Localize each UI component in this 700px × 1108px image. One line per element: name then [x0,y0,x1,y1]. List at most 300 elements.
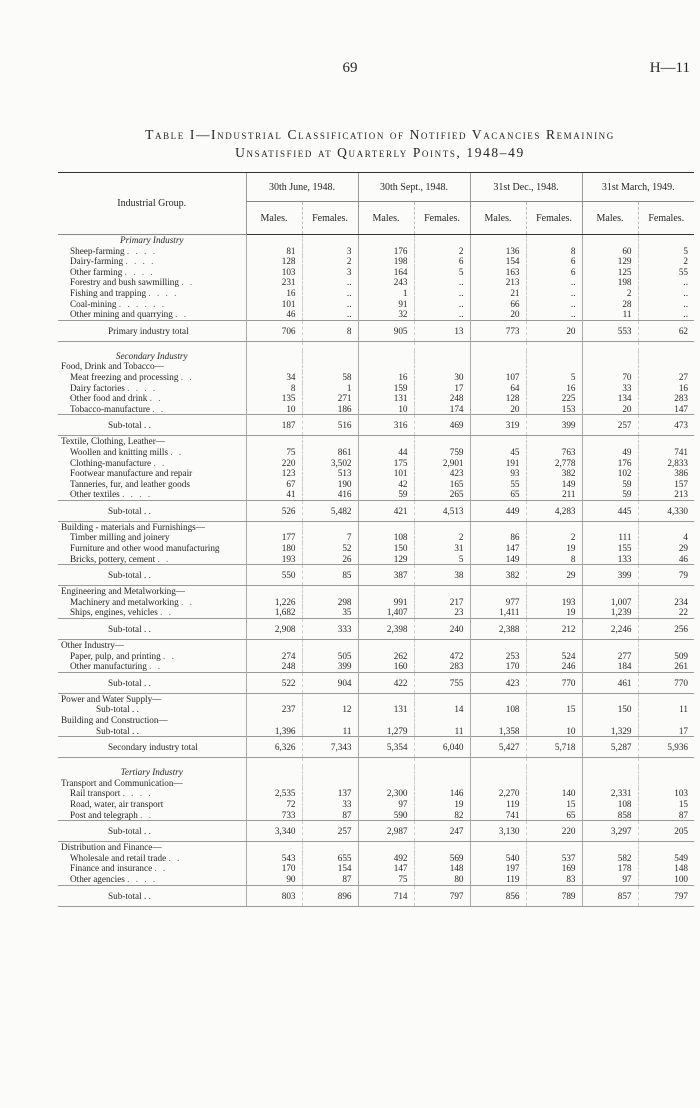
table-title [60,126,700,162]
label-cell [58,863,246,874]
row-label: Other farming [70,266,123,277]
females-value: 154 [302,863,358,874]
males-value: 492 [358,853,414,864]
section-heading: Primary Industry [119,235,184,245]
females-value: 22 [638,607,694,618]
females-value: 38 [414,565,470,586]
label-cell [58,309,246,320]
males-value: 97 [358,799,414,810]
males-value: 75 [358,874,414,885]
group-heading: Building and Construction— [61,715,168,725]
males-value: 803 [246,885,302,906]
males-value: 319 [470,415,526,436]
males-value: 28 [582,299,638,310]
females-value [526,586,582,597]
table-body [58,235,694,907]
males-value: 150 [582,704,638,715]
row-label: Paper, pulp, and printing [70,650,161,661]
males-value [470,767,526,778]
females-value: 240 [414,619,470,640]
males-value: 42 [358,479,414,490]
females-value: 257 [302,821,358,842]
group-heading: Textile, Clothing, Leather— [61,436,165,447]
males-value: 184 [582,661,638,672]
males-value: 59 [582,479,638,490]
females-value: 148 [638,863,694,874]
total-label: Sub-total . . [108,420,151,431]
males-value: 170 [246,863,302,874]
leader-dots: . . . . [127,873,158,884]
group-heading: Food, Drink and Tobacco— [61,361,164,372]
row-label: Tobacco-manufacture [70,403,150,414]
label-cell [58,256,246,267]
males-value [246,715,302,726]
males-value: 733 [246,810,302,821]
males-value: 119 [470,799,526,810]
males-value: 421 [358,500,414,521]
total-row [58,672,694,693]
page-number: 69 [342,60,358,76]
females-value [414,842,470,853]
females-value: 256 [638,619,694,640]
females-header: Females. [302,202,358,235]
males-value: 387 [358,565,414,586]
females-value: 770 [526,672,582,693]
males-value: 60 [582,246,638,257]
males-value: 382 [470,565,526,586]
group-heading-row [58,640,694,651]
leader-dots: . . . . [124,266,155,277]
females-value: 82 [414,810,470,821]
males-value: 399 [582,565,638,586]
females-value: 2 [414,246,470,257]
females-value: 537 [526,853,582,864]
females-value [638,640,694,651]
males-value: 2,908 [246,619,302,640]
males-value: 2,987 [358,821,414,842]
females-value: 5,482 [302,500,358,521]
females-value: 505 [302,651,358,662]
males-value: 67 [246,479,302,490]
table-title-line-2: Unsatisfied at Quarterly Points, 1948–49 [235,145,525,160]
females-value: 516 [302,415,358,436]
row-label: Other manufacturing [70,661,147,672]
males-value: 2,398 [358,619,414,640]
males-value: 243 [358,277,414,288]
females-value: 423 [414,468,470,479]
females-value: 896 [302,885,358,906]
table-row [58,447,694,458]
label-cell [58,458,246,469]
row-label: Sub-total . . [96,725,139,736]
males-value: 107 [470,372,526,383]
females-value: 861 [302,447,358,458]
females-value [302,640,358,651]
row-label: Wholesale and retail trade [70,852,167,863]
group-heading: Distribution and Finance— [61,842,162,853]
females-value: 220 [526,821,582,842]
females-value [302,842,358,853]
row-label: Timber milling and joinery [70,532,170,543]
females-value: 20 [526,320,582,341]
males-value [582,521,638,532]
industrial-group-header: Industrial Group. [58,173,246,235]
females-value: 246 [526,661,582,672]
label-cell [58,737,246,758]
leader-dots: . . [154,863,168,874]
label-cell [58,704,246,715]
males-value: 262 [358,651,414,662]
females-value: 2 [302,256,358,267]
males-value: 34 [246,372,302,383]
females-value: 23 [414,607,470,618]
females-value: 234 [638,597,694,608]
label-cell [58,715,246,726]
females-value: 149 [526,479,582,490]
males-value: 170 [470,661,526,672]
group-heading: Transport and Communication— [61,777,183,788]
males-value [470,235,526,246]
males-value: 423 [470,672,526,693]
males-value: 445 [582,500,638,521]
males-value [246,521,302,532]
females-value: 62 [638,320,694,341]
label-cell [58,320,246,341]
males-value: 16 [246,288,302,299]
males-value: 59 [582,489,638,500]
males-value: 5,354 [358,737,414,758]
males-value [470,842,526,853]
females-value [526,640,582,651]
males-value: 32 [358,309,414,320]
label-cell [58,672,246,693]
females-value: 140 [526,788,582,799]
females-value [526,693,582,704]
females-value [414,235,470,246]
females-value [638,778,694,789]
males-value: 274 [246,651,302,662]
label-cell [58,799,246,810]
label-cell [58,767,246,778]
males-value: 449 [470,500,526,521]
females-value: .. [414,277,470,288]
males-value: 2,535 [246,788,302,799]
group-heading-row [58,715,694,726]
females-value [414,521,470,532]
females-value: 513 [302,468,358,479]
males-value [470,436,526,447]
row-label: Bricks, pottery, cement [70,553,156,564]
females-value: 15 [526,704,582,715]
total-label: Sub-total . . [108,570,151,581]
females-value: .. [638,277,694,288]
females-value [526,351,582,362]
males-value [358,586,414,597]
label-cell [58,372,246,383]
females-value: 298 [302,597,358,608]
females-value [302,767,358,778]
males-value: 316 [358,415,414,436]
males-value: 129 [358,554,414,565]
row-label: Other mining and quarrying [70,309,173,320]
males-header: Males. [246,202,302,235]
females-value: 4 [638,532,694,543]
females-value: 16 [526,383,582,394]
label-cell [58,821,246,842]
females-value: 399 [526,415,582,436]
females-value: 5,718 [526,737,582,758]
row-label: Finance and insurance [70,863,153,874]
leader-dots: . . [140,809,154,820]
total-label: Primary industry total [108,325,189,336]
label-cell [58,383,246,394]
males-value: 191 [470,458,526,469]
males-value: 111 [582,532,638,543]
males-value: 97 [582,874,638,885]
females-value: 283 [414,661,470,672]
males-value: 128 [246,256,302,267]
females-value: 19 [414,799,470,810]
females-value: 205 [638,821,694,842]
males-value: 180 [246,543,302,554]
females-value: 153 [526,404,582,415]
section-heading: Secondary Industry [115,350,188,361]
females-value: 31 [414,543,470,554]
males-value: 1,396 [246,726,302,737]
males-value: 198 [358,256,414,267]
males-value [358,767,414,778]
table-row [58,468,694,479]
females-value [526,436,582,447]
row-label: Road, water, air transport [70,798,164,809]
group-heading: Power and Water Supply— [61,693,162,704]
quarter-header: 30th Sept., 1948. [358,173,470,202]
males-value: 857 [582,885,638,906]
males-value: 2,246 [582,619,638,640]
males-value: 1,007 [582,597,638,608]
females-value [302,586,358,597]
quarter-header: 31st Dec., 1948. [470,173,582,202]
males-value [358,361,414,372]
males-value [358,640,414,651]
females-value: 211 [526,489,582,500]
females-value: .. [526,309,582,320]
females-value: 271 [302,393,358,404]
females-value: 100 [638,874,694,885]
females-value: 2,901 [414,458,470,469]
males-value: 33 [582,383,638,394]
leader-dots: . . [168,852,182,863]
leader-dots: . . . . [127,382,158,393]
label-cell [58,393,246,404]
males-value: 123 [246,468,302,479]
row-label: Dairy-farming [70,256,124,267]
males-value: 741 [470,810,526,821]
males-value [582,693,638,704]
males-value [582,351,638,362]
group-heading: Other Industry— [61,640,125,651]
males-value [582,586,638,597]
males-value: 55 [470,479,526,490]
females-value: 770 [638,672,694,693]
females-value: 27 [638,372,694,383]
leader-dots: . . [149,661,162,672]
table-row [58,277,694,288]
males-value: 102 [582,468,638,479]
males-value: 422 [358,672,414,693]
females-value [638,436,694,447]
males-value: 21 [470,288,526,299]
table-row [58,810,694,821]
females-value: 87 [638,810,694,821]
males-value [246,586,302,597]
group-heading-row [58,586,694,597]
leader-dots: . . . . [148,287,179,298]
label-cell [58,267,246,278]
males-value: 858 [582,810,638,821]
females-value: 11 [302,726,358,737]
females-value: 35 [302,607,358,618]
males-value: 714 [358,885,414,906]
males-header: Males. [470,202,526,235]
females-value [638,361,694,372]
males-value: 522 [246,672,302,693]
males-value: 3,130 [470,821,526,842]
males-value [470,586,526,597]
table-row [58,383,694,394]
males-value: 134 [582,393,638,404]
males-value: 131 [358,393,414,404]
table-row [58,309,694,320]
males-value: 197 [470,863,526,874]
males-value: 70 [582,372,638,383]
females-value: 5,936 [638,737,694,758]
males-value: 20 [582,404,638,415]
females-value: 6 [526,267,582,278]
females-value: 79 [638,565,694,586]
row-label: Other textiles [70,489,120,500]
females-value [526,842,582,853]
females-value: .. [526,288,582,299]
males-value: 1,411 [470,607,526,618]
females-value: 4,283 [526,500,582,521]
females-value: 46 [638,554,694,565]
table-row [58,458,694,469]
females-value: 19 [526,543,582,554]
males-value: 231 [246,277,302,288]
total-label: Secondary industry total [108,742,198,753]
females-value: 7,343 [302,737,358,758]
males-value: 773 [470,320,526,341]
females-value: 26 [302,554,358,565]
leader-dots: . . . . [126,245,157,256]
row-label: Other agencies [70,873,125,884]
males-value: 136 [470,246,526,257]
males-value: 164 [358,267,414,278]
females-value: 190 [302,479,358,490]
females-value: 247 [414,821,470,842]
males-value [582,235,638,246]
females-value: 797 [638,885,694,906]
females-value: .. [302,288,358,299]
females-value: 248 [414,393,470,404]
females-value [638,715,694,726]
table-row [58,874,694,885]
total-row [58,885,694,906]
males-value: 177 [246,532,302,543]
label-cell [58,447,246,458]
males-value: 2,331 [582,788,638,799]
males-value [470,361,526,372]
table-row [58,372,694,383]
males-value: 147 [358,863,414,874]
females-value: 5 [526,372,582,383]
males-value: 10 [246,404,302,415]
label-cell [58,640,246,651]
table-row [58,393,694,404]
males-value [358,778,414,789]
label-cell [58,246,246,257]
males-value: 160 [358,661,414,672]
males-value: 193 [246,554,302,565]
females-value: 17 [414,383,470,394]
males-value: 540 [470,853,526,864]
females-value: 174 [414,404,470,415]
females-value: 261 [638,661,694,672]
table-row [58,288,694,299]
row-label: Tanneries, fur, and leather goods [70,478,190,489]
females-value: 11 [414,726,470,737]
males-value [582,767,638,778]
table-row [58,299,694,310]
males-value [358,842,414,853]
females-value: 7 [302,532,358,543]
females-value: 569 [414,853,470,864]
females-value: 759 [414,447,470,458]
males-value [246,778,302,789]
males-value: 16 [358,372,414,383]
males-value: 41 [246,489,302,500]
label-cell [58,543,246,554]
males-value [470,715,526,726]
label-cell [58,693,246,704]
leader-dots: . . [157,553,171,564]
females-value [302,778,358,789]
females-value: 29 [638,543,694,554]
females-value: .. [638,288,694,299]
females-value: 212 [526,619,582,640]
females-header: Females. [526,202,582,235]
table-row [58,256,694,267]
leader-dots: . . . . [125,256,156,267]
quarter-header: 31st March, 1949. [582,173,694,202]
males-value: 65 [470,489,526,500]
males-value: 103 [246,267,302,278]
females-value [638,693,694,704]
males-value [358,351,414,362]
males-value: 178 [582,863,638,874]
males-value: 905 [358,320,414,341]
males-value: 45 [470,447,526,458]
total-row [58,415,694,436]
males-value: 1,226 [246,597,302,608]
females-value: 87 [302,874,358,885]
females-value: 469 [414,415,470,436]
total-label: Sub-total . . [108,677,151,688]
males-value: 543 [246,853,302,864]
males-value: 3,297 [582,821,638,842]
table-row [58,788,694,799]
